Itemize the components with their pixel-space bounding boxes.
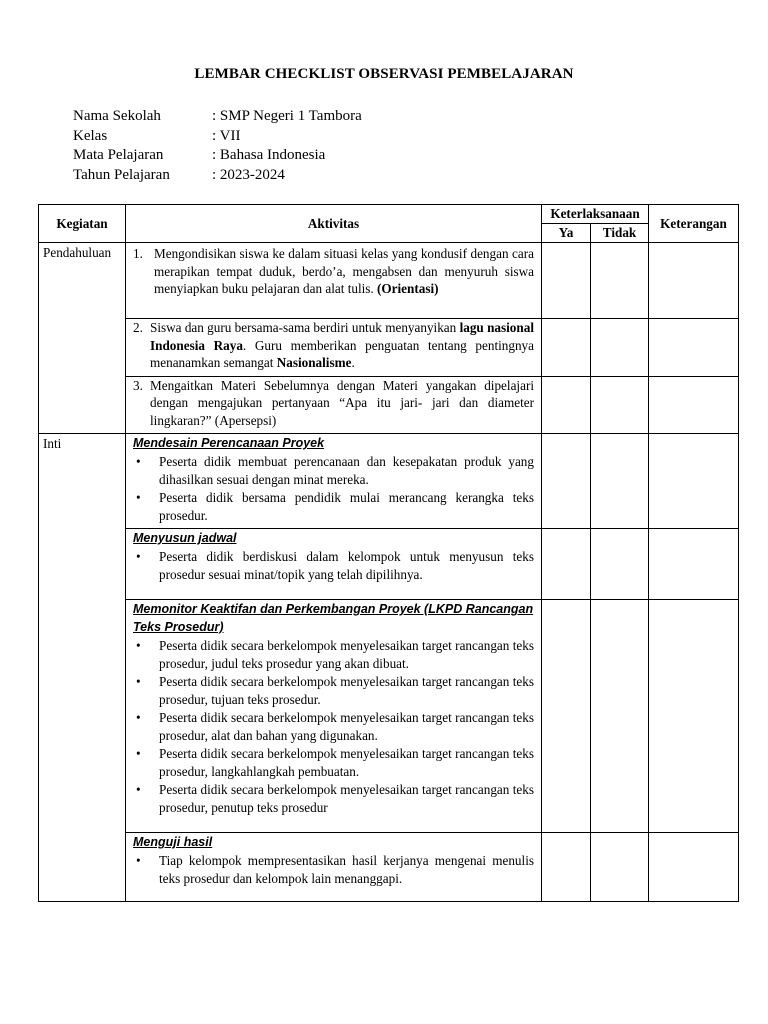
section-heading: Menyusun jadwal: [133, 531, 237, 545]
header-keterlaksanaan: Keterlaksanaan: [542, 205, 649, 224]
table-row: [39, 529, 739, 600]
meta-label: Kelas: [73, 127, 108, 144]
item-text: .: [351, 355, 355, 370]
bullet-icon: •: [136, 853, 141, 868]
header-tidak: Tidak: [591, 224, 649, 243]
check-tidak[interactable]: [591, 319, 649, 377]
item-text: Peserta didik secara berkelompok menyelesaikan target rancangan teks prosedur, langkahlangkah pembuatan.: [159, 746, 534, 779]
table-row: [39, 434, 739, 529]
list-item: [133, 709, 534, 744]
check-tidak[interactable]: [591, 243, 649, 319]
meta-row-year: [73, 166, 362, 186]
kegiatan-inti: Inti: [39, 434, 126, 902]
bullet-icon: •: [136, 638, 141, 653]
list-item: [133, 781, 534, 816]
check-tidak[interactable]: [591, 833, 649, 902]
list-item: [133, 852, 534, 887]
item-bold-text: (Orientasi): [377, 281, 439, 296]
keterangan-cell[interactable]: [649, 319, 739, 377]
meta-label: Tahun Pelajaran: [73, 166, 170, 183]
item-number: 3.: [133, 377, 143, 393]
section-heading: Menguji hasil: [133, 835, 213, 849]
list-item: [133, 245, 534, 298]
item-number: 2.: [133, 320, 143, 335]
item-text: Peserta didik berdiskusi dalam kelompok untuk menyusun teks prosedur sesuai minat/topik yang telah dipilihnya.: [159, 549, 534, 582]
header-keterangan: Keterangan: [649, 205, 739, 243]
activity-cell: [126, 376, 542, 434]
item-text: Peserta didik membuat perencanaan dan kesepakatan produk yang dihasilkan sesuai dengan minat mereka.: [159, 454, 534, 487]
activity-cell: [126, 243, 542, 319]
list-item: [133, 673, 534, 708]
list-item: [133, 319, 534, 372]
meta-row-class: [73, 127, 362, 147]
header-ya: Ya: [542, 224, 591, 243]
table-row: [39, 376, 739, 434]
list-item: [133, 637, 534, 672]
item-text: Tiap kelompok mempresentasikan hasil kerjanya mengenai menulis teks prosedur dan kelompok lain menanggapi.: [159, 853, 534, 886]
item-number: 1.: [133, 246, 143, 261]
activity-cell: [126, 529, 542, 600]
item-text: Mengondisikan siswa ke dalam situasi kelas yang kondusif dengan cara merapikan tempat duduk, berdo’a, mengabsen dan menyuruh siswa menyiapkan buku pelajaran dan alat tulis.: [154, 246, 534, 296]
header-kegiatan: Kegiatan: [39, 205, 126, 243]
keterangan-cell[interactable]: [649, 376, 739, 434]
section-heading: Memonitor Keaktifan dan Perkembangan Proyek (LKPD Rancangan Teks Prosedur): [133, 602, 534, 634]
item-text: Siswa dan guru bersama-sama berdiri untuk menyanyikan: [150, 320, 457, 335]
activity-cell: [126, 600, 542, 833]
table-row: [39, 600, 739, 833]
keterangan-cell[interactable]: [649, 600, 739, 833]
item-text: Peserta didik secara berkelompok menyelesaikan target rancangan teks prosedur, judul teks prosedur yang akan dibuat.: [159, 638, 534, 671]
activity-cell: [126, 833, 542, 902]
table-row: [39, 243, 739, 319]
keterangan-cell[interactable]: [649, 434, 739, 529]
item-bold-text: Nasionalisme: [276, 355, 352, 370]
check-ya[interactable]: [542, 833, 591, 902]
check-ya[interactable]: [542, 319, 591, 377]
bullet-icon: •: [136, 710, 141, 725]
meta-row-subject: [73, 146, 362, 166]
check-ya[interactable]: [542, 376, 591, 434]
list-item: [133, 377, 534, 430]
header-aktivitas: Aktivitas: [126, 205, 542, 243]
item-text: Peserta didik secara berkelompok menyelesaikan target rancangan teks prosedur, penutup teks prosedur: [159, 782, 534, 815]
item-text: . Guru memberikan penguatan tentang pentingnya menanamkan semangat: [150, 337, 535, 370]
list-item: [133, 453, 534, 488]
item-text: Peserta didik secara berkelompok menyelesaikan target rancangan teks prosedur, alat dan bahan yang digunakan.: [159, 710, 534, 743]
check-ya[interactable]: [542, 600, 591, 833]
table-row: [39, 319, 739, 377]
bullet-icon: •: [136, 674, 141, 689]
check-ya[interactable]: [542, 243, 591, 319]
check-ya[interactable]: [542, 434, 591, 529]
meta-label: Nama Sekolah: [73, 108, 161, 124]
keterangan-cell[interactable]: [649, 529, 739, 600]
activity-cell: [126, 434, 542, 529]
section-heading: Mendesain Perencanaan Proyek: [133, 436, 325, 450]
check-tidak[interactable]: [591, 376, 649, 434]
check-tidak[interactable]: [591, 600, 649, 833]
kegiatan-pendahuluan: Pendahuluan: [39, 243, 126, 434]
observation-table: [38, 204, 739, 902]
meta-value: : Bahasa Indonesia: [212, 147, 326, 163]
meta-value: : SMP Negeri 1 Tambora: [212, 108, 362, 124]
check-tidak[interactable]: [591, 529, 649, 600]
bullet-icon: •: [136, 782, 141, 797]
bullet-icon: •: [136, 454, 141, 469]
keterangan-cell[interactable]: [649, 833, 739, 902]
meta-row-school: [73, 107, 362, 127]
meta-value: : VII: [212, 127, 241, 144]
list-item: [133, 489, 534, 524]
item-bold-text: lagu nasional Indonesia Raya: [150, 320, 534, 353]
table-row: [39, 833, 739, 902]
check-tidak[interactable]: [591, 434, 649, 529]
list-item: [133, 745, 534, 780]
meta-value: : 2023-2024: [212, 166, 285, 183]
item-text: Peserta didik secara berkelompok menyelesaikan target rancangan teks prosedur, tujuan teks prosedur.: [159, 674, 534, 707]
bullet-icon: •: [136, 549, 141, 564]
table-header-row: [39, 205, 739, 224]
check-ya[interactable]: [542, 529, 591, 600]
meta-label: Mata Pelajaran: [73, 147, 164, 163]
keterangan-cell[interactable]: [649, 243, 739, 319]
item-text: Peserta didik bersama pendidik mulai merancang kerangka teks prosedur.: [159, 490, 534, 523]
list-item: [133, 548, 534, 583]
bullet-icon: •: [136, 746, 141, 761]
item-text: Mengaitkan Materi Sebelumnya dengan Materi yangakan dipelajari dengan mengajukan pertanyaan “Apa itu jari- jari dan diameter lingkaran?” (Apersepsi): [150, 377, 534, 428]
page-title: LEMBAR CHECKLIST OBSERVASI PEMBELAJARAN: [194, 66, 574, 82]
document-meta: [73, 107, 362, 185]
bullet-icon: •: [136, 490, 141, 505]
activity-cell: [126, 319, 542, 377]
